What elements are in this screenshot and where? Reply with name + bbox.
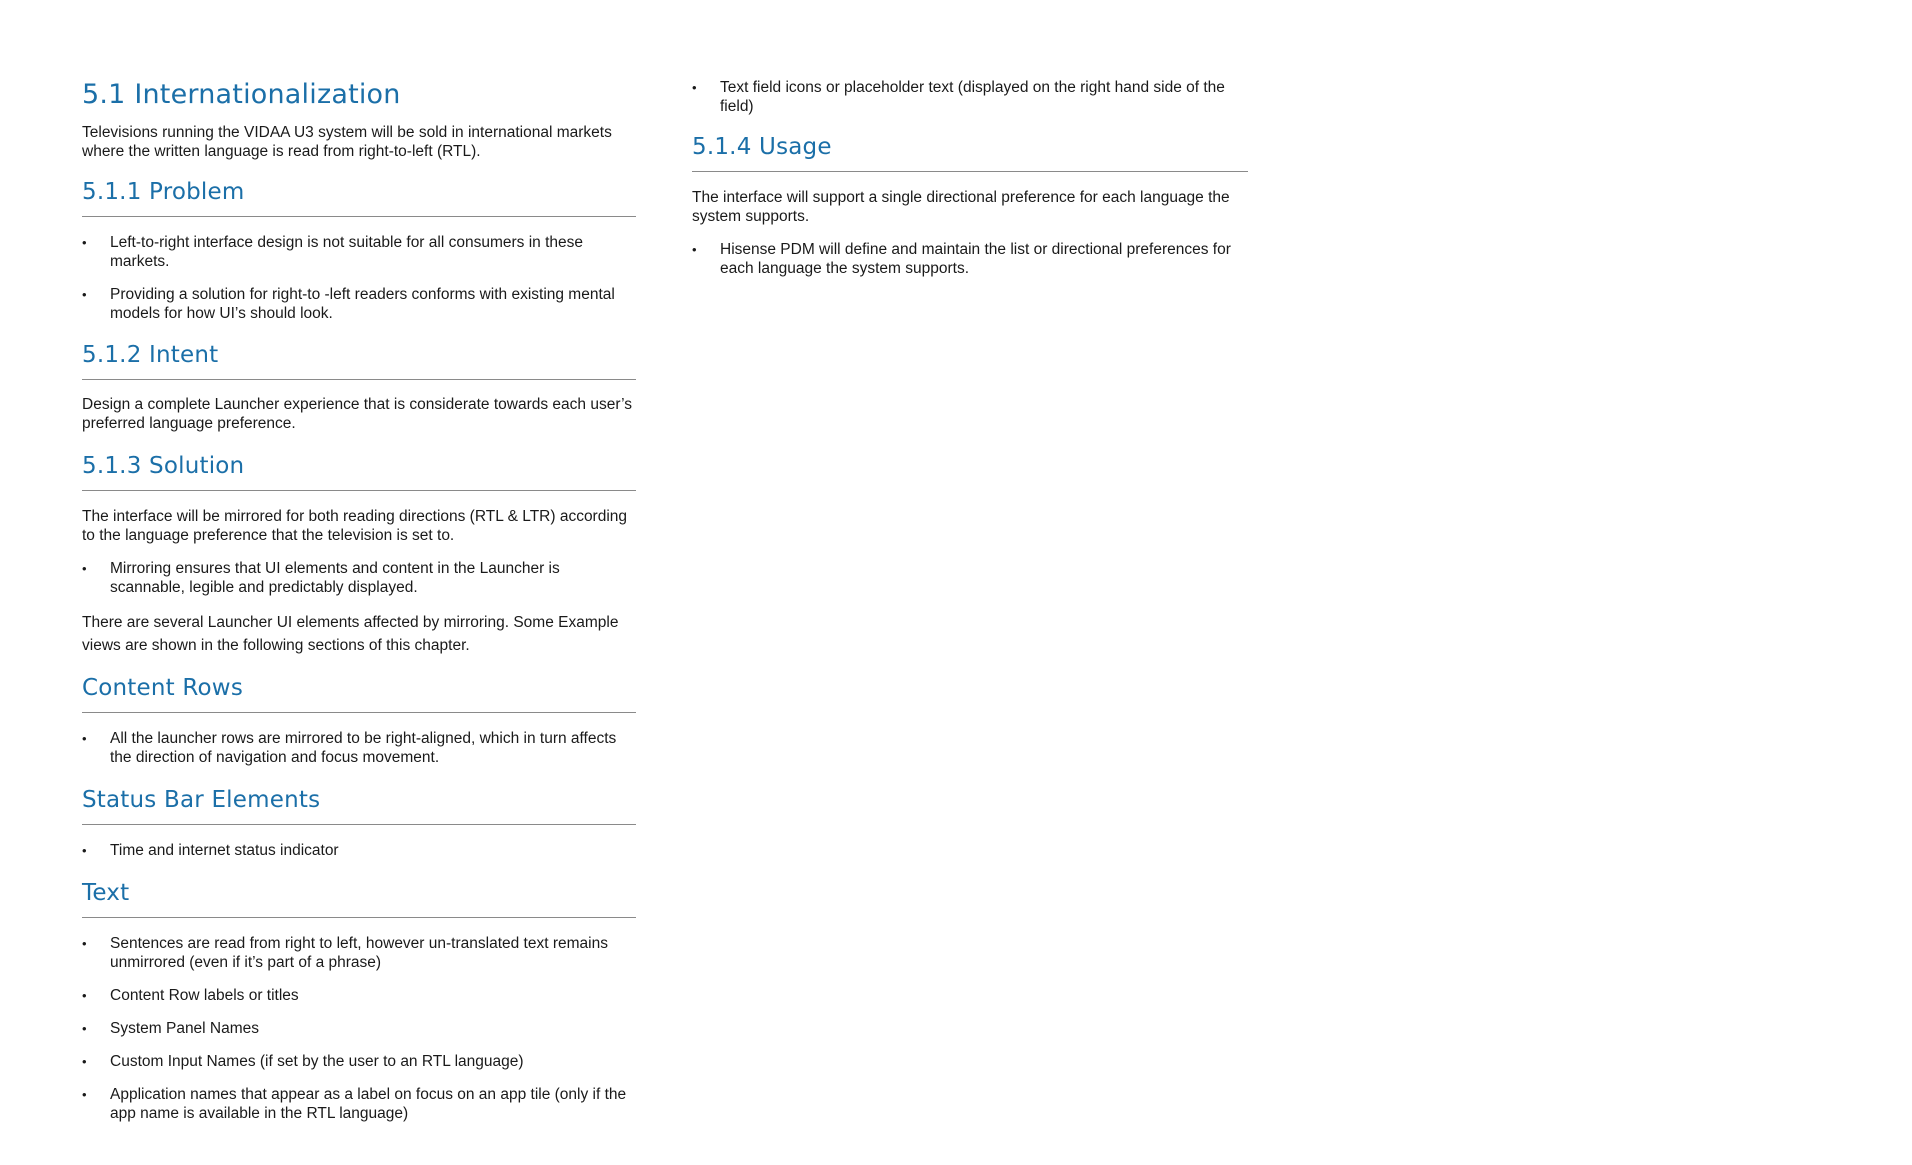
list-item-text: All the launcher rows are mirrored to be right-aligned, which in turn affects the direction of navigation and focus movement. (110, 730, 617, 766)
solution-body: The interface will be mirrored for both reading directions (RTL & LTR) according to the language preference that the television is set to. (82, 508, 628, 544)
bullet-icon: • (82, 561, 87, 576)
bullet-icon: • (82, 731, 87, 746)
list-item (82, 841, 636, 860)
section-title-solution: 5.1.3 Solution (82, 453, 245, 479)
content-rows-list (82, 729, 636, 767)
left-column (82, 0, 636, 1123)
list-item (82, 559, 636, 597)
list-item-text: System Panel Names (110, 1020, 260, 1037)
usage-body: The interface will support a single directional preference for each language the system supports. (692, 189, 1230, 225)
internationalization-body: Televisions running the VIDAA U3 system will be sold in international markets where the written language is read from right-to-left (RTL). (82, 124, 612, 160)
list-item (82, 1085, 636, 1123)
content-rows-divider (82, 712, 636, 713)
bullet-icon: • (82, 1054, 87, 1069)
text-list (82, 934, 636, 1123)
list-item (692, 240, 1248, 278)
bullet-icon: • (692, 80, 697, 95)
list-item-text: Text field icons or placeholder text (displayed on the right hand side of the field) (720, 79, 1225, 115)
usage-list (692, 240, 1248, 278)
section-title-usage: 5.1.4 Usage (692, 134, 832, 160)
list-item (82, 1052, 636, 1071)
bullet-icon: • (692, 242, 697, 257)
section-title-content-rows: Content Rows (82, 675, 243, 701)
solution-list (82, 559, 636, 597)
status-bar-divider (82, 824, 636, 825)
status-bar-list (82, 841, 636, 860)
bullet-icon: • (82, 936, 87, 951)
section-title-intent: 5.1.2 Intent (82, 342, 219, 368)
list-item (82, 1019, 636, 1038)
section-title-text: Text (82, 880, 130, 906)
bullet-icon: • (82, 235, 87, 250)
list-item (82, 285, 636, 323)
bullet-icon: • (82, 1087, 87, 1102)
list-item-text: Content Row labels or titles (110, 987, 299, 1004)
list-item-text: Left-to-right interface design is not suitable for all consumers in these markets. (110, 234, 583, 270)
list-item-text: Application names that appear as a label on focus on an app tile (only if the app name is available in the RTL language) (110, 1086, 627, 1122)
list-item (692, 78, 1248, 116)
list-item (82, 729, 636, 767)
problem-list (82, 233, 636, 323)
list-item-text: Custom Input Names (if set by the user to an RTL language) (110, 1053, 524, 1070)
list-item (82, 986, 636, 1005)
right-column (692, 0, 1248, 278)
section-title-internationalization: 5.1 Internationalization (82, 79, 401, 110)
solution-divider (82, 490, 636, 491)
solution-body-2: There are several Launcher UI elements affected by mirroring. Some Example views are shown in the following sections of this chapter. (82, 614, 619, 654)
intent-body: Design a complete Launcher experience that is considerate towards each user’s preferred language preference. (82, 396, 632, 432)
list-item (82, 233, 636, 271)
list-item-text: Hisense PDM will define and maintain the list or directional preferences for each language the system supports. (720, 241, 1231, 277)
list-item-text: Time and internet status indicator (110, 842, 339, 859)
bullet-icon: • (82, 843, 87, 858)
text-list-continued (692, 78, 1248, 116)
bullet-icon: • (82, 287, 87, 302)
bullet-icon: • (82, 988, 87, 1003)
list-item (82, 934, 636, 972)
list-item-text: Providing a solution for right-to -left readers conforms with existing mental models for how UI’s should look. (110, 286, 615, 322)
intent-divider (82, 379, 636, 380)
bullet-icon: • (82, 1021, 87, 1036)
list-item-text: Mirroring ensures that UI elements and content in the Launcher is scannable, legible and predictably displayed. (110, 560, 560, 596)
section-title-problem: 5.1.1 Problem (82, 179, 245, 205)
text-divider (82, 917, 636, 918)
section-title-status-bar: Status Bar Elements (82, 787, 321, 813)
problem-divider (82, 216, 636, 217)
usage-divider (692, 171, 1248, 172)
list-item-text: Sentences are read from right to left, however un-translated text remains unmirrored (even if it’s part of a phrase) (110, 935, 608, 971)
